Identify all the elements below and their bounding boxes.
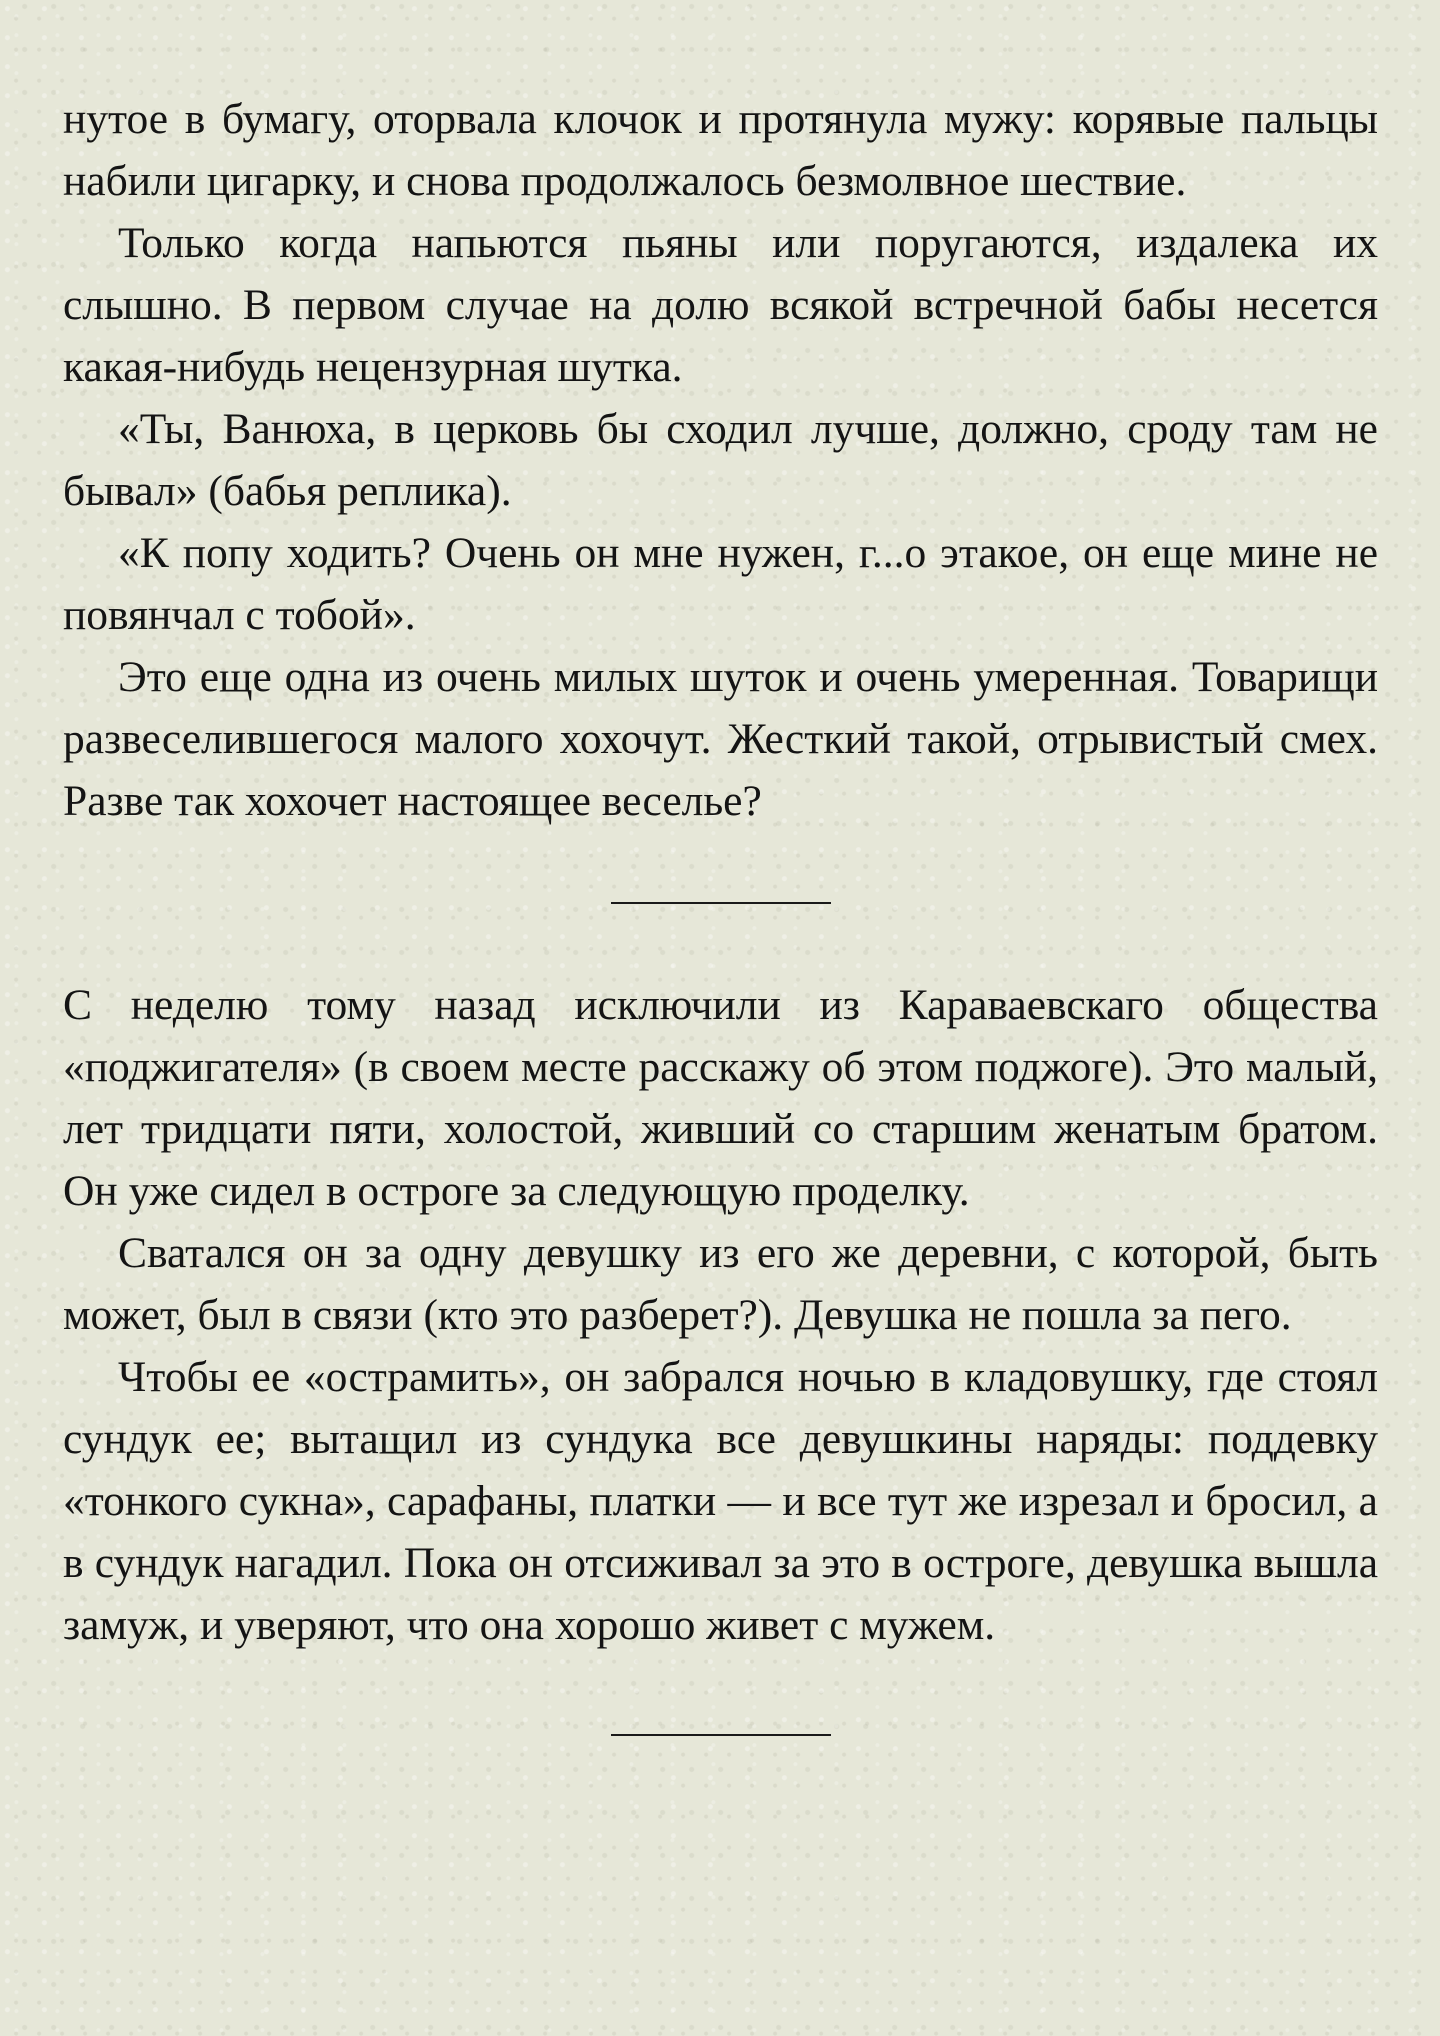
paragraph-revenge: Чтобы ее «острамить», он забрался ночью в кладовушку, где стоял сундук ее; вытащил из сундука все девушкины наряды: поддевку «тонкого сукна», сарафаны, платки — и все тут же изрезал и бросил, а в сундук нагадил. Пока он отсиживал за это в остроге, девушка вышла замуж, и уверяют, что она хорошо живет с мужем. <box>63 1353 1378 1649</box>
paragraph-laughter: Это еще одна из очень милых шуток и очень умеренная. Товарищи развеселившегося малого хохочут. Жесткий такой, отрывистый смех. Разве так хохочет настоящее веселье? <box>63 653 1378 825</box>
section-divider <box>611 902 831 904</box>
paragraph-continuation: нутое в бумагу, оторвала клочок и протянула мужу: корявые пальцы набили цигарку, и снова продолжалось безмолвное шествие. <box>63 95 1378 205</box>
paragraph-drunk-voices: Только когда напьются пьяны или поругаются, издалека их слышно. В первом случае на долю всякой встречной бабы несется какая-нибудь нецензурная шутка. <box>63 219 1378 391</box>
paragraph-woman-remark: «Ты, Ванюха, в церковь бы сходил лучше, должно, сроду там не бывал» (бабья реплика). <box>63 405 1378 515</box>
paragraph-man-reply: «К попу ходить? Очень он мне нужен, г...о этакое, он еще мине не повянчал с тобой». <box>63 529 1378 639</box>
paragraph-arsonist-intro: С неделю тому назад исключили из Караваевскаго общества «поджигателя» (в своем месте расскажу об этом поджоге). Это малый, лет тридцати пяти, холостой, живший со старшим женатым братом. Он уже сидел в остроге за следующую проделку. <box>63 981 1378 1215</box>
section-divider-bottom <box>611 1734 831 1736</box>
paragraph-courtship: Сватался он за одну девушку из его же деревни, с которой, быть может, был в связи (кто это разберет?). Девушка не пошла за пего. <box>63 1229 1378 1339</box>
